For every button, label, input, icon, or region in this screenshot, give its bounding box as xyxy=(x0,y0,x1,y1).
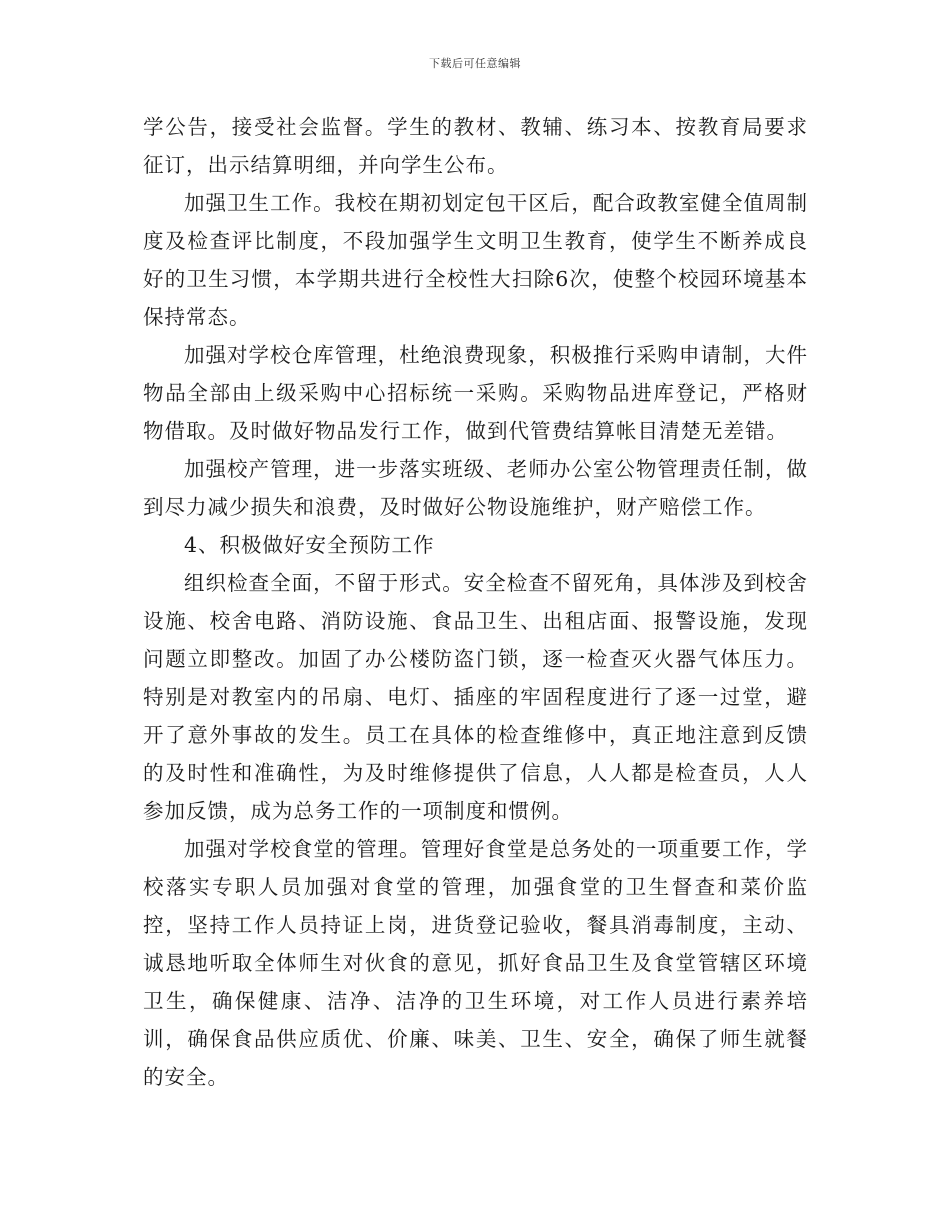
paragraph-3: 加强对学校仓库管理，杜绝浪费现象，积极推行采购申请制，大件物品全部由上级采购中心招标统一采购。采购物品进库登记，严格财物借取。及时做好物品发行工作，做到代管费结算帐目清楚无差错。 xyxy=(143,343,808,443)
paragraph-5: 组织检查全面，不留于形式。安全检查不留死角，具体涉及到校舍设施、校舍电路、消防设施、食品卫生、出租店面、报警设施，发现问题立即整改。加固了办公楼防盗门锁，逐一检查灭火器气体压力。特别是对教室内的吊扇、电灯、插座的牢固程度进行了逐一过堂，避开了意外事故的发生。员工在具体的检查维修中，真正地注意到反馈的及时性和准确性，为及时维修提供了信息，人人都是检查员，人人参加反馈，成为总务工作的一项制度和惯例。 xyxy=(143,571,808,823)
paragraph-1: 学公告，接受社会监督。学生的教材、教辅、练习本、按教育局要求征订，出示结算明细，并向学生公布。 xyxy=(143,115,808,177)
paragraph-4: 加强校产管理，进一步落实班级、老师办公室公物管理责任制，做到尽力减少损失和浪费，及时做好公物设施维护，财产赔偿工作。 xyxy=(143,457,808,519)
section-heading: 4、积极做好安全预防工作 xyxy=(184,533,435,557)
document-body xyxy=(143,108,808,1096)
paragraph-2: 加强卫生工作。我校在期初划定包干区后，配合政教室健全值周制度及检查评比制度，不段加强学生文明卫生教育，使学生不断养成良好的卫生习惯，本学期共进行全校性大扫除6次，使整个校园环境基本保持常态。 xyxy=(143,191,808,329)
paragraph-6: 加强对学校食堂的管理。管理好食堂是总务处的一项重要工作，学校落实专职人员加强对食堂的管理，加强食堂的卫生督查和菜价监控，坚持工作人员持证上岗，进货登记验收，餐具消毒制度，主动、诚恳地听取全体师生对伙食的意见，抓好食品卫生及食堂管辖区环境卫生，确保健康、洁净、洁净的卫生环境，对工作人员进行素养培训，确保食品供应质优、价廉、味美、卫生、安全，确保了师生就餐的安全。 xyxy=(143,837,808,1089)
page-header: 下载后可任意编辑 xyxy=(429,57,521,70)
